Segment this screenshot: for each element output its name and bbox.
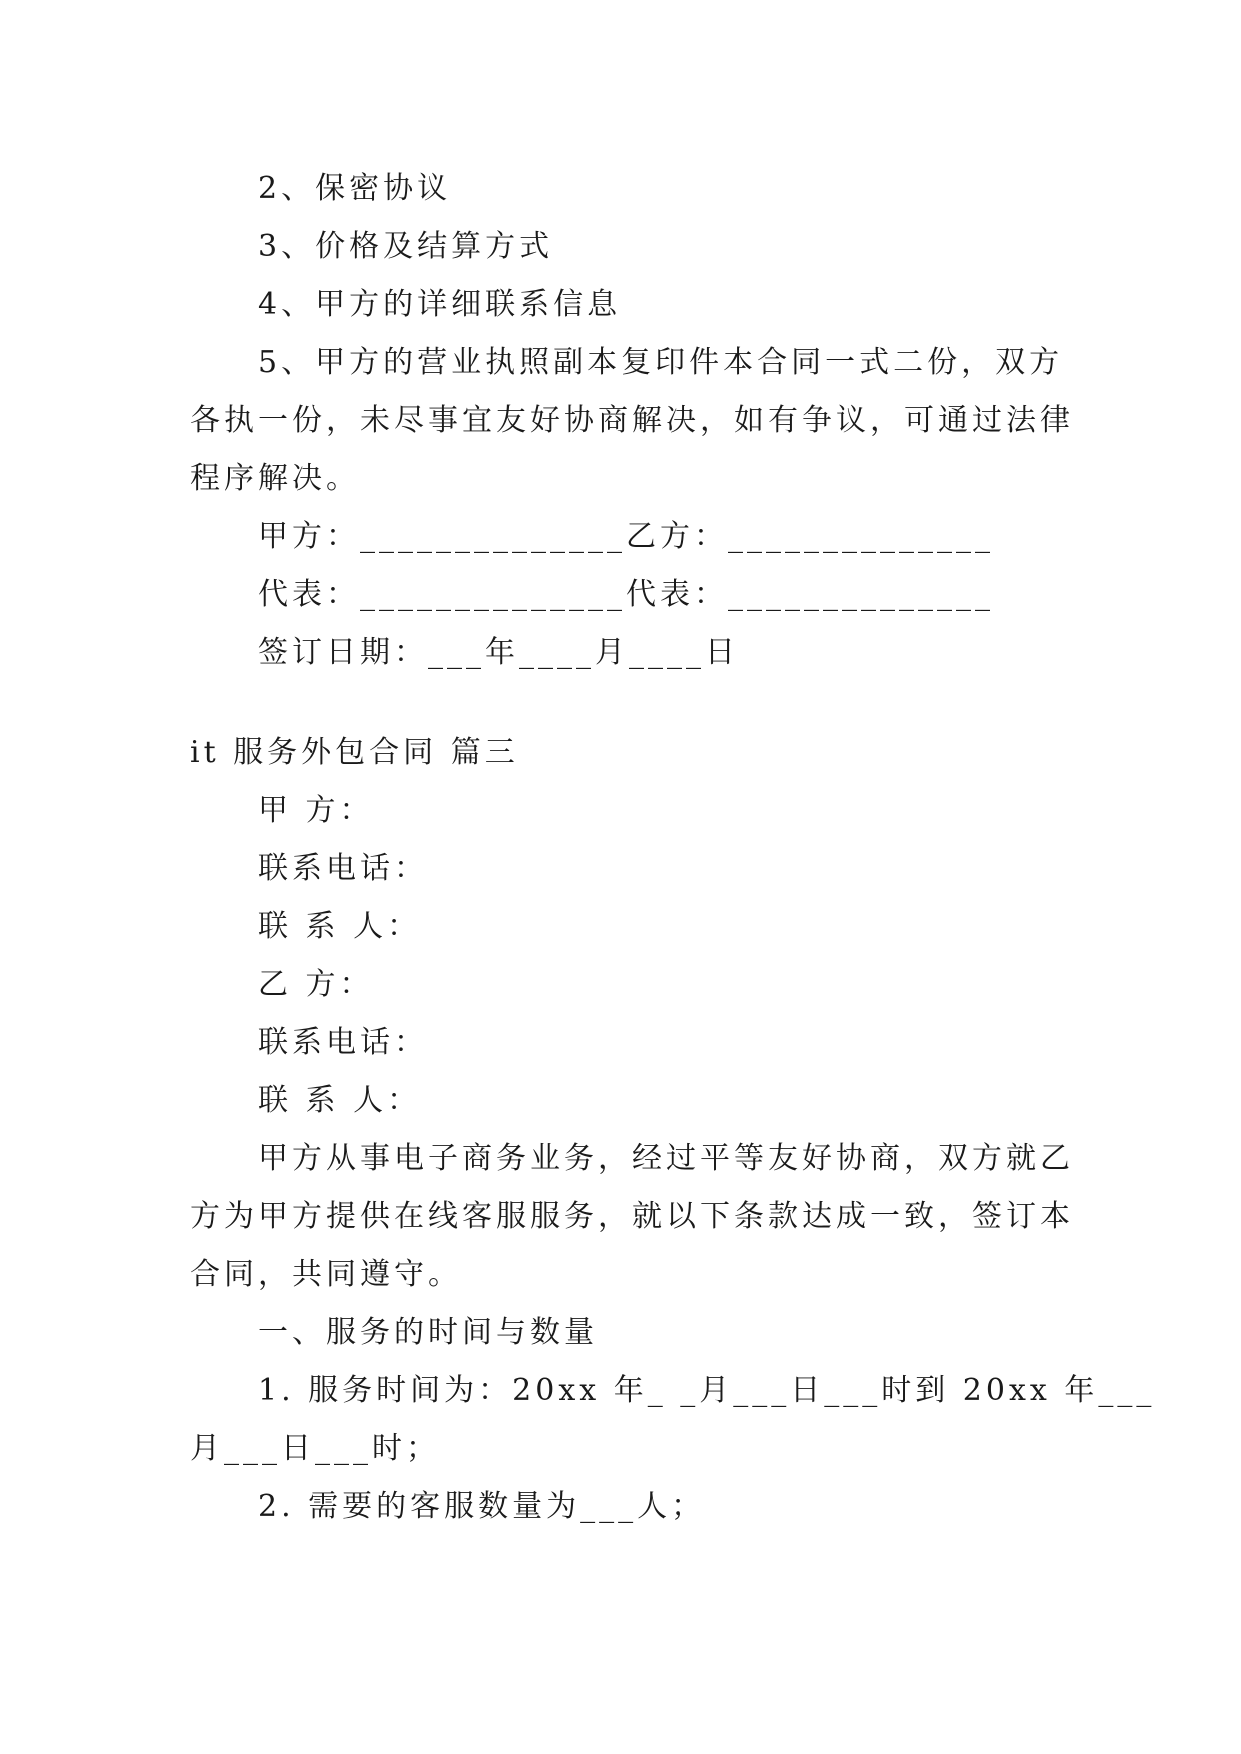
party-a-phone-label: 联系电话：: [258, 851, 428, 886]
party-signature-line: 甲方：______________乙方：______________: [258, 519, 994, 554]
paragraph-line: 1. 服务时间为：20xx 年_ _月___日___时到 20xx 年___: [258, 1373, 1156, 1408]
party-b-contact-label: 联 系 人：: [258, 1083, 422, 1118]
list-item: 3、价格及结算方式: [258, 229, 554, 264]
clause-1: [190, 1362, 1156, 1478]
paragraph-line: 甲方从事电子商务业务，经过平等友好协商，双方就乙: [258, 1141, 1074, 1176]
paragraph-line: 方为甲方提供在线客服服务，就以下条款达成一致，签订本: [190, 1199, 1074, 1234]
document-page: [190, 160, 1156, 1536]
party-a-contact-label: 联 系 人：: [258, 909, 422, 944]
parties-block: [190, 782, 1060, 1130]
section-title: it 服务外包合同 篇三: [190, 735, 519, 770]
party-b-label: 乙 方：: [258, 967, 374, 1002]
paragraph-line: 月___日___时；: [190, 1431, 440, 1466]
paragraph-item-5: [190, 334, 1074, 508]
intro-paragraph: [190, 1130, 1074, 1304]
representative-signature-line: 代表：______________代表：______________: [258, 577, 994, 612]
clause-heading: 一、服务的时间与数量: [258, 1315, 598, 1350]
list-item: 2、保密协议: [258, 171, 452, 206]
list-item: 4、甲方的详细联系信息: [258, 287, 622, 322]
paragraph-line: 合同，共同遵守。: [190, 1257, 462, 1292]
party-a-label: 甲 方：: [258, 793, 374, 828]
signing-date-line: 签订日期：___年____月____日: [258, 635, 739, 670]
paragraph-line: 程序解决。: [190, 461, 360, 496]
paragraph-line: 5、甲方的营业执照副本复印件本合同一式二份，双方: [258, 345, 1064, 380]
party-b-phone-label: 联系电话：: [258, 1025, 428, 1060]
clause-2: 2. 需要的客服数量为___人；: [258, 1489, 706, 1524]
paragraph-line: 各执一份，未尽事宜友好协商解决，如有争议，可通过法律: [190, 403, 1074, 438]
